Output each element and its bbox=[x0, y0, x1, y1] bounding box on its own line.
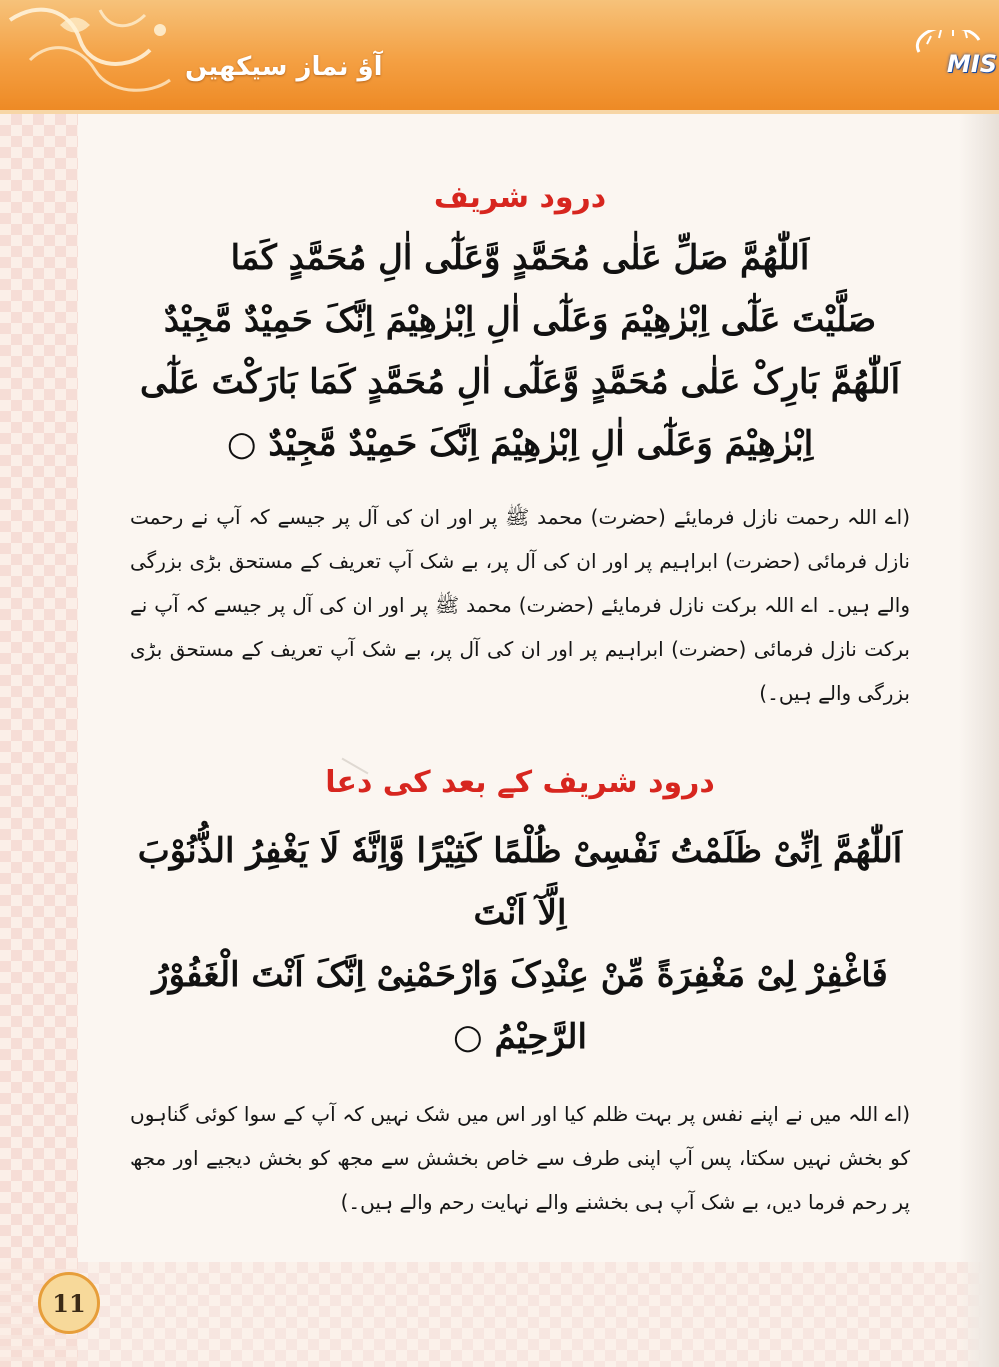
arabic-line: اَللّٰهُمَّ بَارِکْ عَلٰی مُحَمَّدٍ وَّعَلٰٓی اٰلِ مُحَمَّدٍ کَمَا بَارَکْتَ عَلٰٓی bbox=[139, 362, 901, 402]
arabic-text bbox=[130, 820, 910, 1068]
decorative-border-bottom bbox=[0, 1262, 999, 1367]
arabic-line: اَللّٰهُمَّ صَلِّ عَلٰی مُحَمَّدٍ وَّعَلٰٓی اٰلِ مُحَمَّدٍ کَمَا bbox=[230, 238, 810, 278]
header-title: آؤ نماز سیکھیں bbox=[185, 52, 383, 82]
page-number: 11 bbox=[38, 1272, 100, 1334]
urdu-translation bbox=[130, 1092, 910, 1224]
arabic-line: صَلَّیْتَ عَلٰٓی اِبْرٰهِیْمَ وَعَلٰٓی اٰلِ اِبْرٰهِیْمَ اِنَّکَ حَمِیْدٌ مَّجِیْدٌ bbox=[163, 300, 877, 340]
arabic-line: اَللّٰهُمَّ اِنِّیْ ظَلَمْتُ نَفْسِیْ ظُلْمًا کَثِیْرًا وَّاِنَّهٗ لَا یَغْفِرُ الذُّنُوْبَ اِلَّآ اَنْتَ bbox=[137, 831, 903, 933]
translation-text: (اے اللہ میں نے اپنے نفس پر بہت ظلم کیا اور اس میں شک نہیں کہ آپ کے سوا کوئی گناہوں کو بخش نہیں سکتا، پس آپ اپنی طرف سے خاص بخشش سے مجھ کو بخش دیجیے اور مجھ پر رحم فرما دیں، بے شک آپ ہی بخشنے والے نہایت رحم والے ہیں۔) bbox=[130, 1102, 910, 1214]
brand-logo-text: MIS bbox=[946, 50, 997, 78]
section-heading: درود شریف bbox=[433, 180, 607, 215]
section-durood bbox=[130, 180, 910, 715]
page-content bbox=[130, 150, 910, 1224]
arabic-line: اِبْرٰهِیْمَ وَعَلٰٓی اٰلِ اِبْرٰهِیْمَ اِنَّکَ حَمِیْدٌ مَّجِیْدٌ ○ bbox=[226, 424, 814, 464]
translation-text: (اے اللہ رحمت نازل فرمایئے (حضرت) محمد ﷺ پر اور ان کی آل پر جیسے کہ آپ نے رحمت نازل فرمائی (حضرت) ابراہیم پر اور ان کی آل پر، بے شک آپ تعریف کے مستحق بڑی بزرگی والے ہیں۔ اے اللہ برکت نازل فرمایئے (حضرت) محمد ﷺ پر اور ان کی آل پر جیسے کہ آپ نے برکت نازل فرمائی (حضرت) ابراہیم پر اور ان کی آل پر، بے شک آپ تعریف کے مستحق بڑی بزرگی والے ہیں۔) bbox=[130, 505, 910, 705]
page-edge-shadow bbox=[959, 114, 999, 1367]
arabic-line: فَاغْفِرْ لِیْ مَغْفِرَةً مِّنْ عِنْدِکَ وَارْحَمْنِیْ اِنَّکَ اَنْتَ الْغَفُوْرُ الرَّحِیْمُ ○ bbox=[152, 955, 888, 1057]
urdu-translation bbox=[130, 495, 910, 715]
decorative-border-left bbox=[0, 114, 78, 1367]
section-dua bbox=[130, 765, 910, 1224]
section-heading: درود شریف کے بعد کی دعا bbox=[325, 765, 715, 800]
page-header bbox=[0, 0, 999, 114]
arabic-text bbox=[130, 227, 910, 475]
